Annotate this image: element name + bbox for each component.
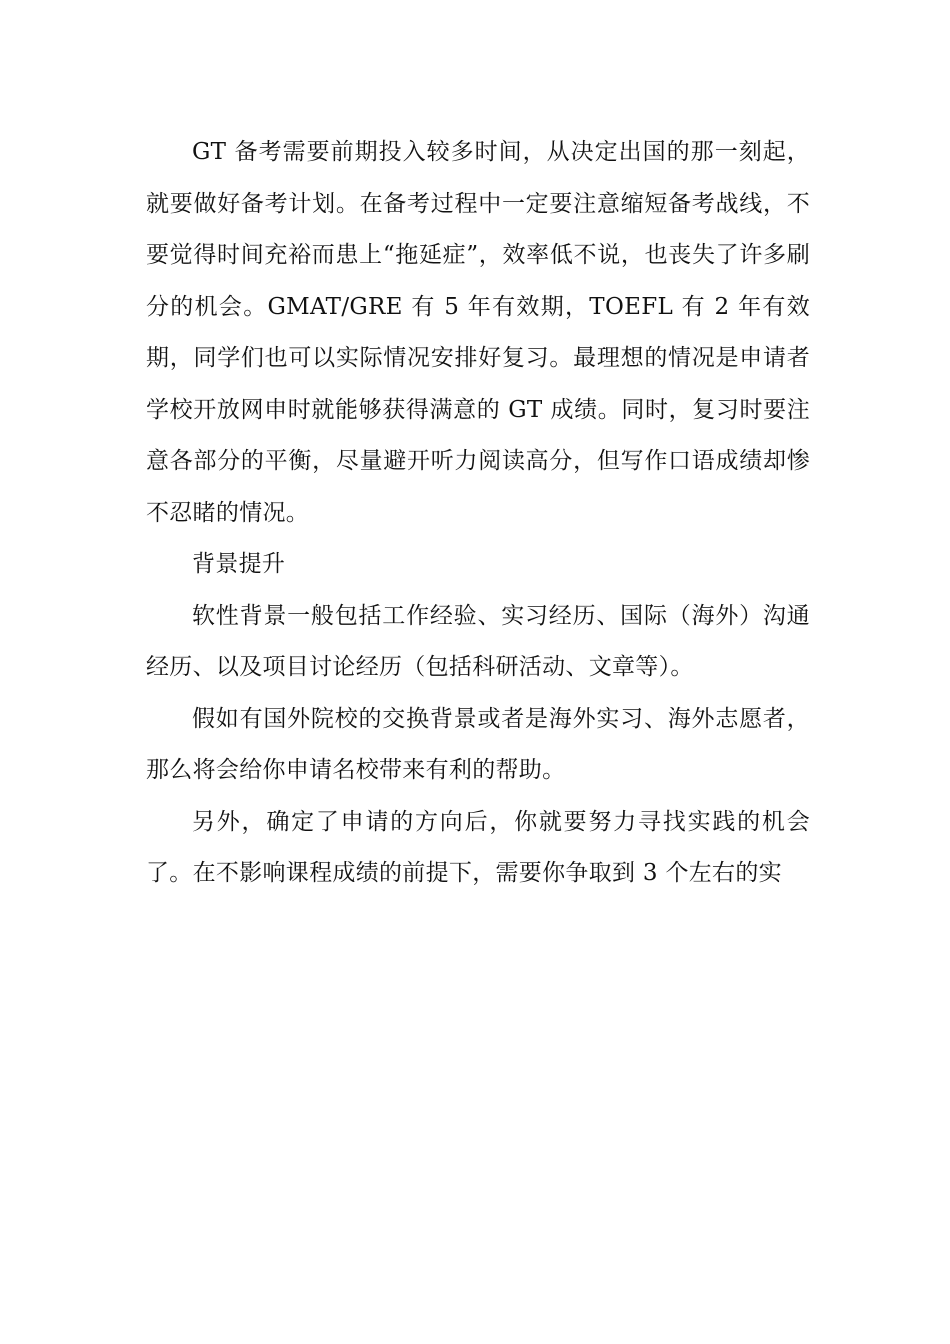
paragraph-exchange: 假如有国外院校的交换背景或者是海外实习、海外志愿者，那么将会给你申请名校带来有利的帮助。	[146, 705, 810, 783]
section-heading-background: 背景提升	[192, 551, 286, 577]
paragraph-gt-prep: GT 备考需要前期投入较多时间，从决定出国的那一刻起，就要做好备考计划。在备考过程中一定要注意缩短备考战线，不要觉得时间充裕而患上“拖延症”，效率低不说，也丧失了许多刷分的机会。GMAT/GRE 有 5 年有效期，TOEFL 有 2 年有效期，同学们也可以实际情况安排好复习。最理想的情况是申请者学校开放网申时就能够获得满意的 GT 成绩。同时，复习时要注意各部分的平衡，尽量避开听力阅读高分，但写作口语成绩却惨不忍睹的情况。	[146, 139, 810, 526]
paragraph-internship: 另外，确定了申请的方向后，你就要努力寻找实践的机会了。在不影响课程成绩的前提下，需要你争取到 3 个左右的实	[146, 808, 810, 886]
paragraph-soft-background: 软性背景一般包括工作经验、实习经历、国际（海外）沟通经历、以及项目讨论经历（包括科研活动、文章等）。	[146, 602, 810, 680]
document-page	[146, 127, 810, 900]
